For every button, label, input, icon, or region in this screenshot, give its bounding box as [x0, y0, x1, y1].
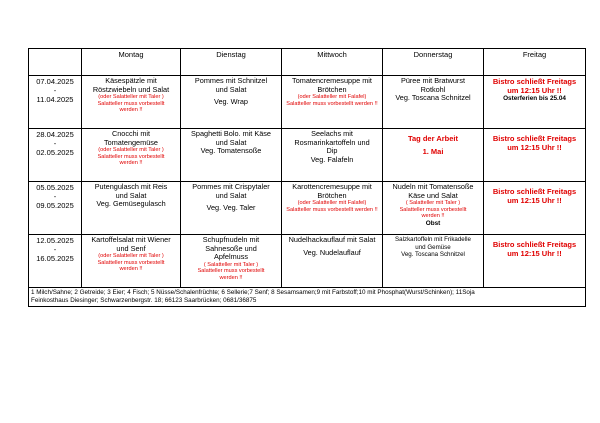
salad-option-note: (oder Salatteller mit Falafel) — [297, 200, 367, 207]
veg-dish: Veg. Toscana Schnitzel — [395, 93, 471, 103]
date-separator: - — [53, 245, 57, 254]
header-dienstag: Dienstag — [181, 49, 282, 76]
dish-line: Dip — [326, 146, 338, 156]
menu-donnerstag — [383, 182, 484, 235]
menu-freitag — [484, 182, 586, 235]
dish-line: Röstzwiebeln und Salat — [92, 84, 170, 94]
dish-line: Spaghetti Bolo. mit Käse — [191, 129, 271, 138]
veg-dish: Veg. Wrap — [214, 97, 248, 107]
veg-dish: Veg. Nudelauflauf — [303, 247, 361, 257]
menu-freitag — [484, 76, 586, 129]
menu-dienstag — [181, 76, 282, 129]
menu-mittwoch — [282, 129, 383, 182]
preorder-note: Salatteller muss vorbestellt — [197, 268, 265, 275]
footer-row — [29, 288, 586, 307]
menu-montag — [82, 182, 181, 235]
preorder-note: werden !! — [119, 107, 143, 114]
veg-dish: Veg. Falafeln — [310, 154, 354, 164]
dish-line: und Salat — [115, 190, 147, 200]
salad-option-note: ( Salatteller mit Taler ) — [405, 200, 461, 207]
dish-line: und Gemüse — [415, 243, 451, 251]
veg-dish: Veg. Veg. Taler — [206, 203, 256, 213]
date-to: 09.05.2025 — [36, 201, 74, 210]
veg-dish: Veg. Tomatensoße — [200, 146, 262, 156]
preorder-note: werden !! — [421, 213, 445, 220]
dish-line: Nudelhackauflauf mit Salat — [288, 235, 376, 244]
date-to: 11.04.2025 — [36, 95, 74, 104]
bistro-closing-time: um 12:15 Uhr !! — [507, 249, 562, 258]
dish-line: Putengulasch mit Reis — [94, 182, 168, 191]
preorder-note: Salatteller muss vorbestellt — [97, 153, 165, 160]
week-date-range — [29, 182, 82, 235]
bistro-closing-notice: Bistro schließt Freitags — [492, 77, 577, 86]
preorder-note: werden !! — [219, 274, 243, 281]
menu-donnerstag — [383, 129, 484, 182]
menu-dienstag — [181, 235, 282, 288]
dish-line: Rotkohl — [420, 84, 446, 94]
veg-dish: Veg. Gemüsegulasch — [96, 199, 166, 209]
dish-line: Kartoffelsalat mit Wiener — [91, 235, 171, 244]
menu-dienstag — [181, 182, 282, 235]
dish-line: Püree mit Bratwurst — [400, 76, 466, 85]
date-from: 28.04.2025 — [36, 130, 74, 139]
dessert-note: Obst — [425, 219, 441, 227]
dish-line: und Salat — [215, 137, 247, 147]
week-row — [29, 235, 586, 288]
menu-freitag — [484, 235, 586, 288]
lunch-menu-table — [28, 48, 586, 307]
dish-line: Pommes mit Crispytaler — [192, 182, 270, 191]
header-date — [29, 49, 82, 76]
header-donnerstag: Donnerstag — [383, 49, 484, 76]
veg-dish: Veg. Toscana Schnitzel — [401, 251, 465, 259]
dish-line: Karottencremesuppe mit — [292, 182, 372, 191]
dish-line: Tomatencremesuppe mit — [292, 76, 372, 85]
week-row — [29, 182, 586, 235]
menu-donnerstag — [383, 235, 484, 288]
date-to: 16.05.2025 — [36, 254, 74, 263]
salad-option-note: (oder Salatteller mit Taler ) — [98, 253, 164, 260]
menu-mittwoch — [282, 235, 383, 288]
bistro-closing-time: um 12:15 Uhr !! — [507, 143, 562, 152]
dish-line: Schupfnudeln mit — [202, 235, 260, 244]
salad-option-note: ( Salatteller mit Taler ) — [203, 261, 259, 268]
menu-dienstag — [181, 129, 282, 182]
preorder-note: Salatteller muss vorbestellt — [97, 259, 165, 266]
menu-montag — [82, 235, 181, 288]
week-row — [29, 129, 586, 182]
dish-line: und Senf — [116, 243, 146, 253]
dish-line: Brötchen — [317, 190, 347, 200]
menu-donnerstag — [383, 76, 484, 129]
bistro-closing-notice: Bistro schließt Freitags — [492, 134, 577, 143]
preorder-note: werden !! — [119, 160, 143, 167]
bistro-closing-time: um 12:15 Uhr !! — [507, 196, 562, 205]
preorder-note: Salatteller muss vorbestellt — [97, 100, 165, 107]
allergen-legend: 1 Milch/Sahne; 2 Getreide; 3 Eier; 4 Fisch; 5 Nüsse/Schalenfrüchte; 6 Sellerie;7 Senf; 8 Sesamsamen;9 mit Farbstoff;10 mit Phosphat(Wurst/Schinken); 11Soja — [31, 289, 475, 296]
header-mittwoch: Mittwoch — [282, 49, 383, 76]
menu-montag — [82, 76, 181, 129]
bistro-closing-notice: Bistro schließt Freitags — [492, 187, 577, 196]
date-from: 07.04.2025 — [36, 77, 74, 86]
salad-option-note: (oder Salatteller mit Taler ) — [98, 147, 164, 154]
preorder-note: Salatteller muss vorbestellt — [399, 206, 467, 213]
date-separator: - — [53, 192, 57, 201]
bistro-closing-notice: Bistro schließt Freitags — [492, 240, 577, 249]
dish-line: Cnocchi mit — [111, 129, 151, 138]
dish-line: und Salat — [215, 190, 247, 200]
date-to: 02.05.2025 — [36, 148, 74, 157]
date-separator: - — [53, 139, 57, 148]
week-date-range — [29, 76, 82, 129]
dish-line: Salzkartoffeln mit Frikadelle — [395, 236, 471, 243]
dish-line: Apfelmuss — [213, 252, 249, 262]
date-separator: - — [53, 86, 57, 95]
header-montag: Montag — [82, 49, 181, 76]
dish-line: Nudeln mit Tomatensoße — [392, 182, 474, 191]
preorder-note: Salatteller muss vorbestellt werden !! — [286, 100, 378, 107]
bistro-closing-time: um 12:15 Uhr !! — [507, 86, 562, 95]
dish-line: Tomatengemüse — [104, 137, 158, 147]
dish-line: Rosmarinkartoffeln und — [294, 137, 370, 147]
week-date-range — [29, 235, 82, 288]
dish-line: und Salat — [215, 84, 247, 94]
menu-freitag — [484, 129, 586, 182]
salad-option-note: (oder Salatteller mit Taler ) — [98, 94, 164, 101]
preorder-note: werden !! — [119, 266, 143, 273]
preorder-note: Salatteller muss vorbestellt werden !! — [286, 206, 378, 213]
footer-cell — [29, 288, 586, 307]
menu-mittwoch — [282, 182, 383, 235]
dish-line: Sahnesoße und — [205, 243, 257, 253]
holiday-note: Osterferien bis 25.04 — [503, 95, 566, 102]
menu-montag — [82, 129, 181, 182]
date-from: 12.05.2025 — [36, 236, 74, 245]
caterer-address: Feinkosthaus Diesinger; Schwarzenbergstr. 18; 66123 Saarbrücken; 0681/36875 — [31, 297, 257, 304]
dish-line: Brötchen — [317, 84, 347, 94]
menu-mittwoch — [282, 76, 383, 129]
week-date-range — [29, 129, 82, 182]
salad-option-note: (oder Salatteller mit Falafel) — [297, 94, 367, 101]
header-freitag: Freitag — [484, 49, 586, 76]
dish-line: Seelachs mit — [311, 129, 353, 138]
header-row — [29, 49, 586, 76]
holiday-date: 1. Mai — [422, 147, 444, 156]
date-from: 05.05.2025 — [36, 183, 74, 192]
dish-line: Käsespätzle mit — [105, 76, 157, 85]
dish-line: Pommes mit Schnitzel — [194, 76, 268, 85]
week-row — [29, 76, 586, 129]
holiday-title: Tag der Arbeit — [407, 134, 458, 143]
dish-line: Käse und Salat — [408, 190, 458, 200]
